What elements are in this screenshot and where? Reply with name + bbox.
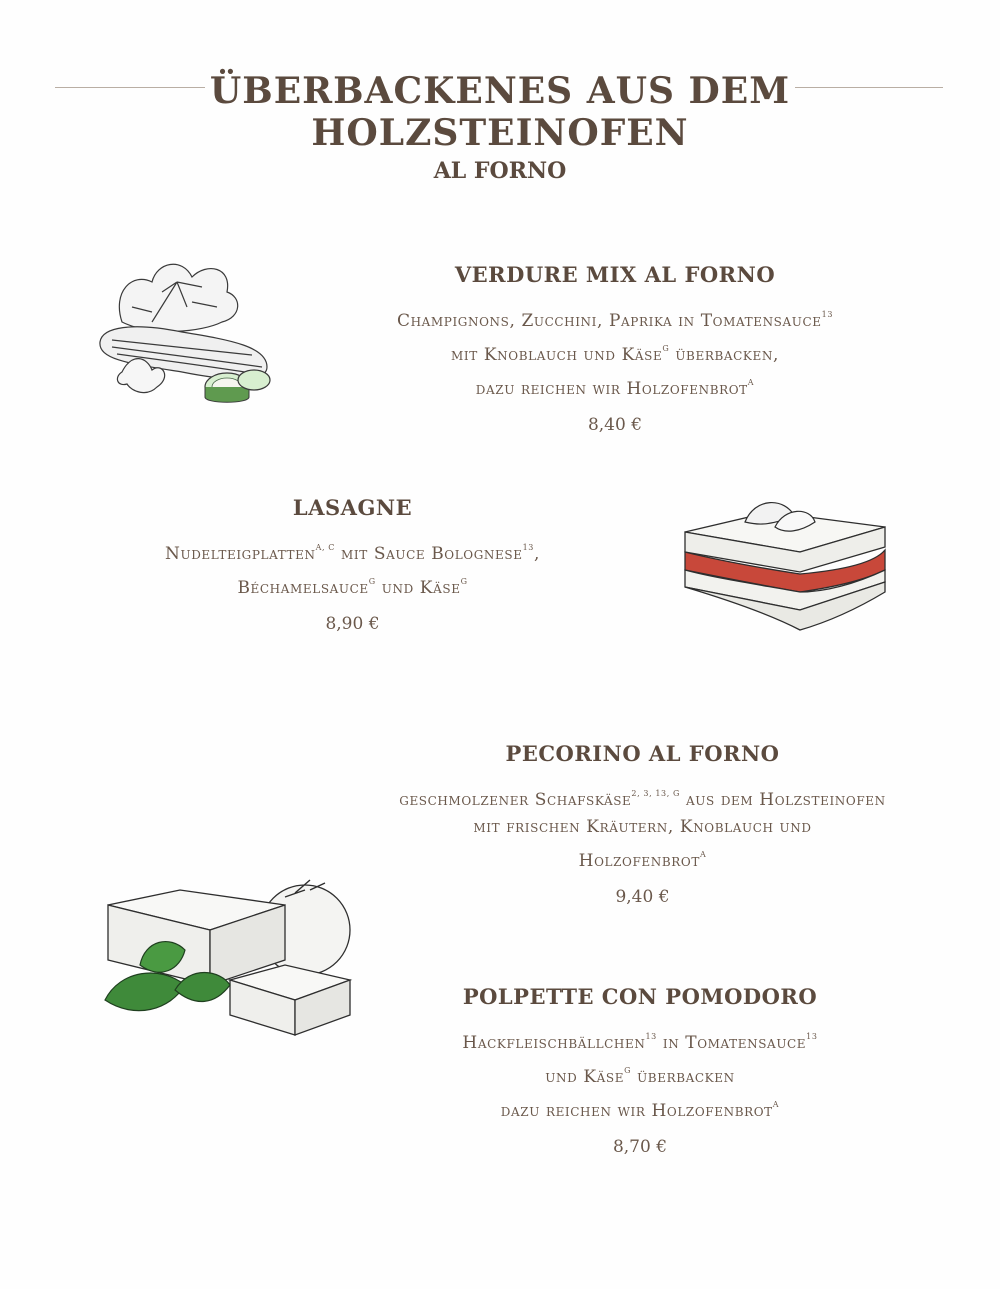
dish-desc-line: dazu reichen wir Holzofenbrot$^A$ [475,378,755,399]
zucchini-illustration-icon [92,252,277,412]
dish-desc-line: Nudelteigplatten$^{A, C}$ mit Sauce Bolognese$^{13}$, [165,543,540,564]
dish-price: 8,70 € [612,1137,668,1157]
lasagne-illustration-icon [675,492,895,652]
dish-name: PECORINO AL FORNO [505,741,780,766]
dish-desc-line: und Käse$^G$ überbacken [545,1066,735,1087]
dish-desc-line: Holzofenbrot$^A$ [578,850,707,871]
page-subtitle: AL FORNO [433,158,567,184]
dish-lasagne [60,495,645,634]
dish-name: LASAGNE [292,495,413,520]
dish-pecorino [310,741,975,907]
dish-polpette [320,984,960,1157]
dish-price: 8,90 € [325,614,380,634]
dish-name: VERDURE MIX AL FORNO [454,262,776,287]
dish-price: 8,40 € [587,415,643,435]
dish-desc-line: Béchamelsauce$^G$ und Käse$^G$ [237,577,468,598]
dish-desc-line: mit frischen Kräutern, Knoblauch und [473,817,812,837]
dish-desc-line: mit Knoblauch und Käse$^G$ überbacken, [451,344,779,365]
page-title-line2: HOLZSTEINOFEN [311,112,689,154]
dish-desc-line: geschmolzener Schafskäse$^{2, 3, 13, G}$ aus dem Holzsteinofen [399,789,886,810]
dish-name: POLPETTE CON POMODORO [462,984,818,1009]
dish-verdure [300,262,930,435]
dish-price: 9,40 € [615,887,670,907]
dish-desc-line: Champignons, Zucchini, Paprika in Tomatensauce$^{13}$ [396,310,834,331]
dish-desc-line: dazu reichen wir Holzofenbrot$^A$ [500,1100,780,1121]
page-title-line1: ÜBERBACKENES AUS DEM [209,70,791,112]
cheese-tomato-basil-illustration-icon [100,875,355,1050]
dish-desc-line: Hackfleischbällchen$^{13}$ in Tomatensauce$^{13}$ [462,1032,818,1053]
